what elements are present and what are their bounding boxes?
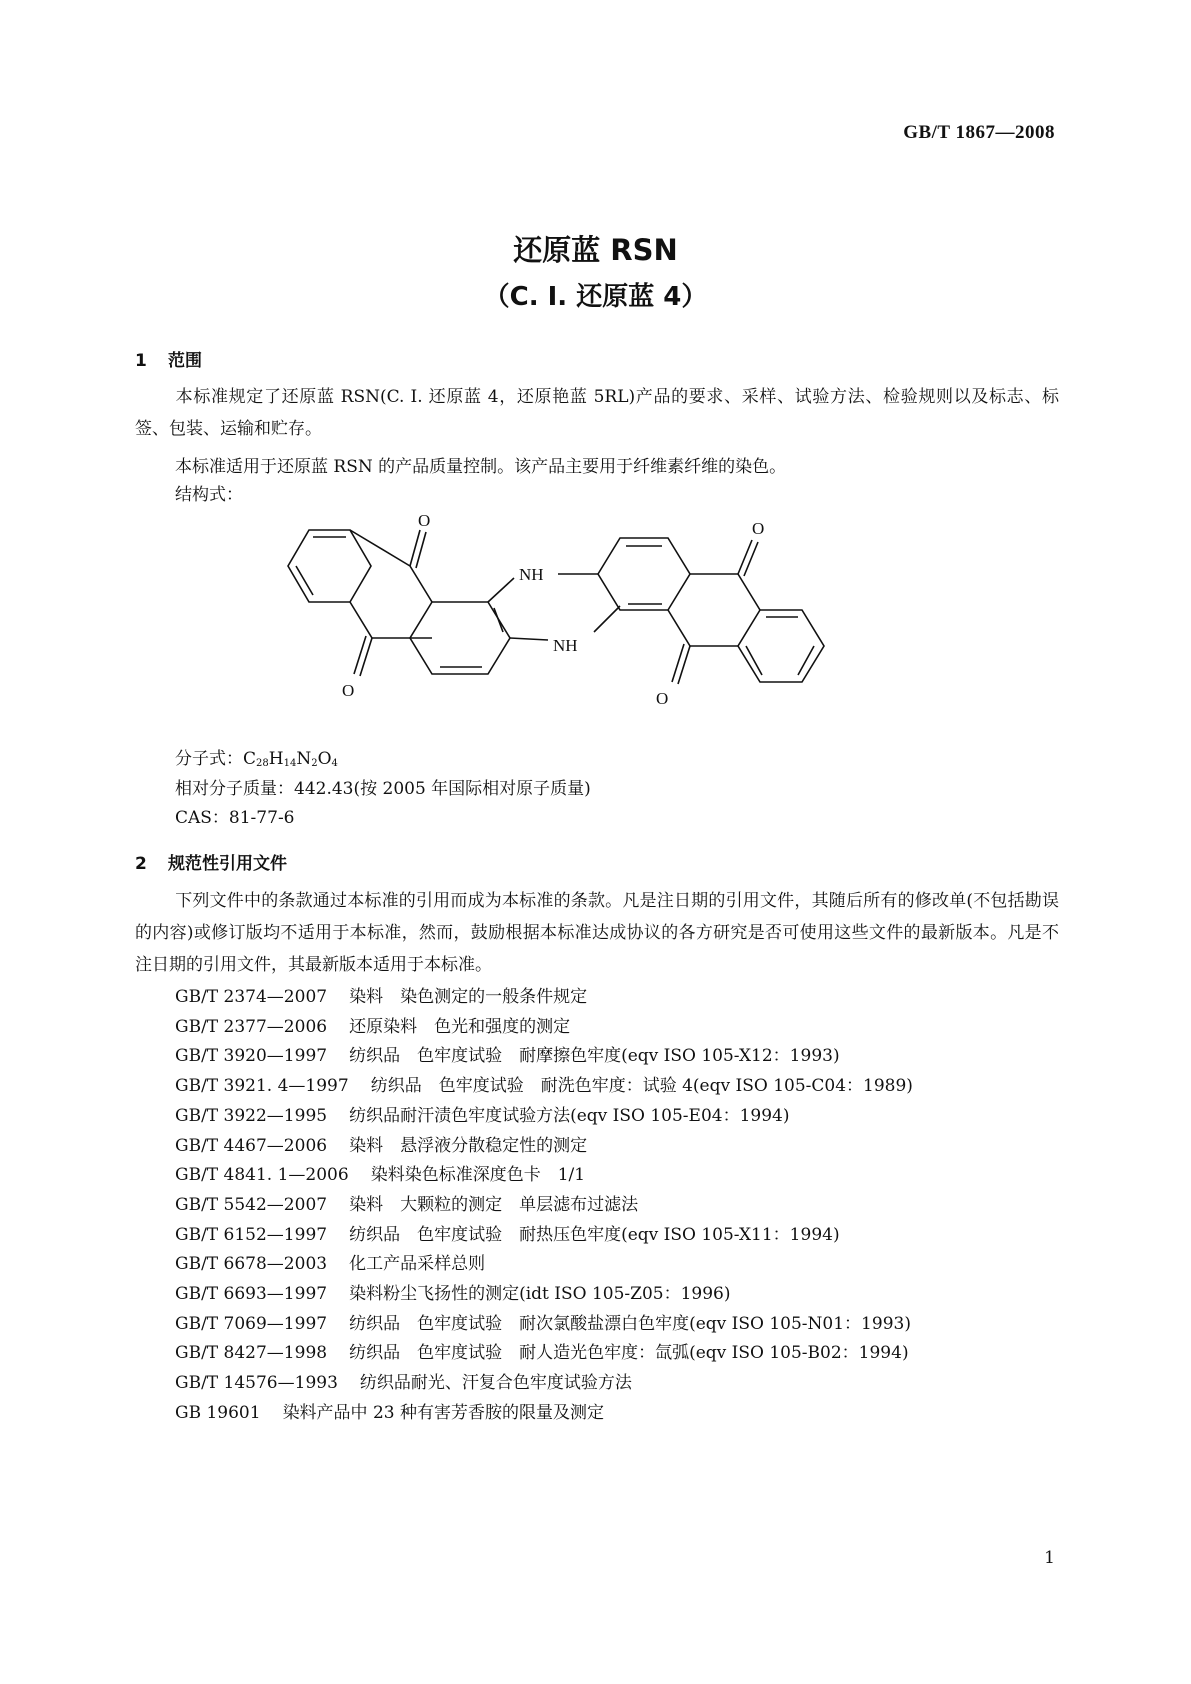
- structure-label: 结构式：: [175, 485, 243, 505]
- atom-o-bottom-left: O: [342, 681, 355, 700]
- reference-code: GB/T 8427—1998: [175, 1343, 328, 1363]
- scope-text-1: 本标准规定了还原蓝 RSN(C. I. 还原蓝 4，还原艳蓝 5RL)产品的要求、采样、试验方法、检验规则以及标志、标签、包装、运输和贮存。: [135, 387, 1059, 439]
- reference-title: 纺织品 色牢度试验 耐人造光色牢度：氙弧(eqv ISO 105-B02：1994): [349, 1343, 909, 1363]
- reference-item: [175, 1012, 570, 1037]
- reference-code: GB/T 6693—1997: [175, 1284, 328, 1304]
- reference-item: [175, 1220, 840, 1245]
- reference-code: GB/T 2377—2006: [175, 1017, 328, 1037]
- section-1-heading: [135, 346, 202, 371]
- formula-h-count: 14: [283, 758, 297, 769]
- reference-title: 纺织品 色牢度试验 耐次氯酸盐漂白色牢度(eqv ISO 105-N01：1993): [349, 1314, 911, 1334]
- reference-title: 纺织品 色牢度试验 耐摩擦色牢度(eqv ISO 105-X12：1993): [349, 1046, 840, 1066]
- reference-code: GB/T 6152—1997: [175, 1225, 328, 1245]
- reference-title: 染料产品中 23 种有害芳香胺的限量及测定: [282, 1403, 605, 1423]
- reference-title: 纺织品 色牢度试验 耐洗色牢度：试验 4(eqv ISO 105-C04：1989): [370, 1076, 913, 1096]
- atom-nh-upper: NH: [519, 565, 544, 584]
- cas-number: CAS：81-77-6: [175, 808, 295, 828]
- reference-item: [175, 1131, 587, 1156]
- reference-title: 染料 染色测定的一般条件规定: [349, 987, 588, 1007]
- reference-item: [175, 1101, 790, 1126]
- chemical-structure-diagram: [280, 500, 840, 715]
- reference-item: [175, 1398, 604, 1423]
- reference-code: GB/T 4467—2006: [175, 1136, 328, 1156]
- structure-bonds: [288, 530, 824, 684]
- page-number: 1: [1044, 1548, 1055, 1568]
- formula-c-count: 28: [256, 758, 269, 769]
- document-title: 还原蓝 RSN: [513, 233, 678, 267]
- reference-item: [175, 1041, 840, 1066]
- reference-title: 化工产品采样总则: [349, 1254, 486, 1274]
- reference-item: [175, 1071, 913, 1096]
- formula-h: H: [268, 749, 284, 769]
- formula-c: C: [243, 749, 257, 769]
- scope-paragraph-2: 本标准适用于还原蓝 RSN 的产品质量控制。该产品主要用于纤维素纤维的染色。: [175, 457, 787, 477]
- reference-title: 染料 大颗粒的测定 单层滤布过滤法: [349, 1195, 639, 1215]
- atom-nh-lower: NH: [553, 636, 578, 655]
- reference-code: GB/T 3922—1995: [175, 1106, 328, 1126]
- reference-title: 染料染色标准深度色卡 1/1: [370, 1165, 586, 1185]
- reference-code: GB/T 3921. 4—1997: [175, 1076, 349, 1096]
- reference-title: 染料粉尘飞扬性的测定(idt ISO 105-Z05：1996): [349, 1284, 731, 1304]
- section-title: 范围: [168, 351, 202, 371]
- formula-o-count: 4: [331, 758, 338, 769]
- reference-item: [175, 1249, 485, 1274]
- scope-paragraph-1: [135, 381, 1059, 445]
- reference-code: GB/T 14576—1993: [175, 1373, 338, 1393]
- reference-item: [175, 1368, 632, 1393]
- reference-code: GB/T 5542—2007: [175, 1195, 328, 1215]
- formula-o: O: [317, 749, 332, 769]
- reference-code: GB/T 6678—2003: [175, 1254, 328, 1274]
- reference-title: 还原染料 色光和强度的测定: [349, 1017, 571, 1037]
- atom-o-top-right: O: [752, 519, 765, 538]
- reference-item: [175, 1338, 909, 1363]
- relative-molecular-mass: 相对分子质量：442.43(按 2005 年国际相对原子质量): [175, 779, 591, 799]
- section-number: 2: [135, 854, 147, 874]
- section-number: 1: [135, 351, 147, 371]
- references-intro: [135, 885, 1059, 981]
- formula-n: N: [296, 749, 312, 769]
- formula-label: 分子式：: [175, 749, 243, 769]
- atom-o-top-left: O: [418, 511, 431, 530]
- atom-o-bottom-right: O: [656, 689, 669, 708]
- reference-item: [175, 1309, 911, 1334]
- reference-code: GB/T 7069—1997: [175, 1314, 328, 1334]
- reference-title: 纺织品 色牢度试验 耐热压色牢度(eqv ISO 105-X11：1994): [349, 1225, 840, 1245]
- references-intro-text: 下列文件中的条款通过本标准的引用而成为本标准的条款。凡是注日期的引用文件，其随后所有的修改单(不包括勘误的内容)或修订版均不适用于本标准，然而，鼓励根据本标准达成协议的各方研究是否可使用这些文件的最新版本。凡是不注日期的引用文件，其最新版本适用于本标准。: [135, 891, 1059, 975]
- molecular-formula: [175, 744, 338, 769]
- reference-title: 染料 悬浮液分散稳定性的测定: [349, 1136, 588, 1156]
- standard-number: GB/T 1867—2008: [903, 122, 1055, 143]
- reference-code: GB 19601: [175, 1403, 261, 1423]
- reference-code: GB/T 2374—2007: [175, 987, 328, 1007]
- reference-code: GB/T 3920—1997: [175, 1046, 328, 1066]
- reference-item: [175, 1279, 731, 1304]
- reference-item: [175, 982, 587, 1007]
- section-title: 规范性引用文件: [168, 854, 287, 874]
- section-2-heading: [135, 849, 287, 874]
- formula-n-count: 2: [311, 758, 318, 769]
- reference-title: 纺织品耐汗渍色牢度试验方法(eqv ISO 105-E04：1994): [349, 1106, 790, 1126]
- reference-item: [175, 1160, 585, 1185]
- reference-code: GB/T 4841. 1—2006: [175, 1165, 349, 1185]
- reference-item: [175, 1190, 638, 1215]
- document-subtitle: （C. I. 还原蓝 4）: [483, 282, 708, 312]
- reference-title: 纺织品耐光、汗复合色牢度试验方法: [359, 1373, 632, 1393]
